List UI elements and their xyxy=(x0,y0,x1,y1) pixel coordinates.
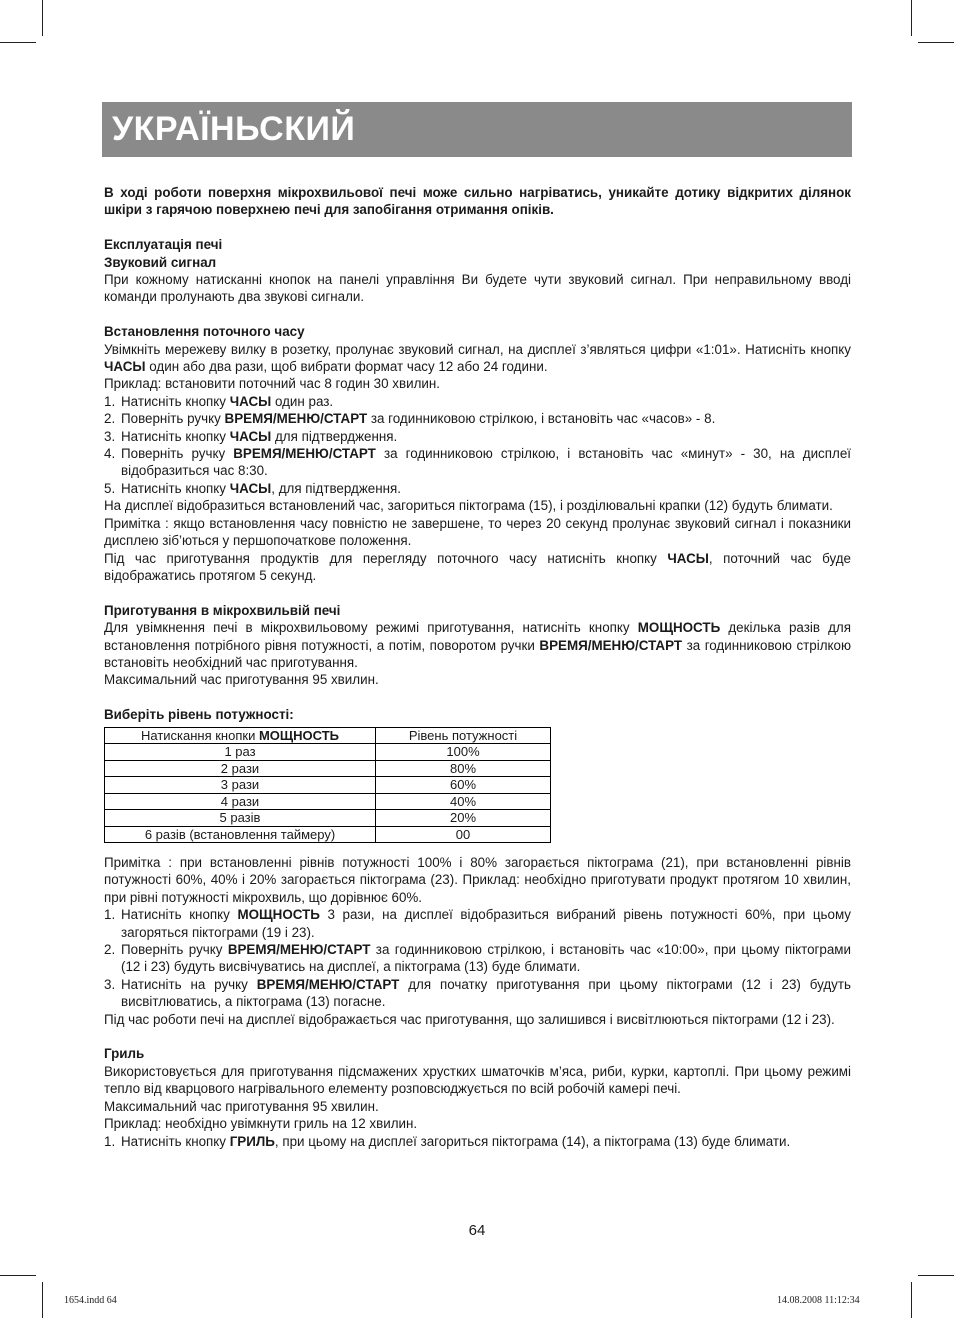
section-heading-clock: Встановлення поточного часу xyxy=(104,324,305,340)
page-title: УКРАЇНЬСКИЙ xyxy=(112,110,356,148)
list-item: 5. Натисніть кнопку ЧАСЫ, для підтвердження. xyxy=(104,480,401,496)
list-item: 3. Натисніть кнопку ЧАСЫ для підтвердження. xyxy=(104,428,398,444)
crop-mark xyxy=(0,42,36,43)
clock-note: Примітка : якщо встановлення часу повністю не завершене, то через 20 секунд пролунає звуковий сигнал і показники дисплею зіб’ються у першопочаткове положення. xyxy=(104,515,851,549)
table-row xyxy=(105,810,551,827)
grill-text: Використовується для приготування підсмажених хрустких шматочків м’яса, риби, курки, картоплі. При цьому режимі тепло від кварцового нагрівального елементу розповсюджується по всій робочій камері печі. xyxy=(104,1063,851,1097)
crop-mark xyxy=(42,0,43,36)
safety-warning: В ході роботи поверхня мікрохвильової печі може сильно нагріватись, уникайте дотику відкритих ділянок шкіри з гарячою поверхнею печі для запобігання отримання опіків. xyxy=(104,185,851,218)
table-cell: 60% xyxy=(376,777,551,794)
table-row xyxy=(105,826,551,843)
section-heading-microwave: Приготування в мікрохвильвій печі xyxy=(104,602,341,618)
list-item: 1. Натисніть кнопку ЧАСЫ один раз. xyxy=(104,393,334,409)
table-cell: 20% xyxy=(376,810,551,827)
table-row xyxy=(105,760,551,777)
clock-example: Приклад: встановити поточний час 8 годин 30 хвилин. xyxy=(104,376,440,392)
subheading-sound: Звуковий сигнал xyxy=(104,254,217,270)
clock-after: На дисплеї відобразиться встановлений час, загориться піктограма (15), і розділювальні крапки (12) будуть блимати. xyxy=(104,498,833,514)
crop-mark xyxy=(918,42,954,43)
clock-intro: Увімкніть мережеву вилку в розетку, пролунає звуковий сигнал, на дисплеї з’являться цифри «1:01». Натисніть кнопку ЧАСЫ один або два рази, щоб вибрати формат часу 12 або 24 години. xyxy=(104,341,851,375)
table-cell: 2 рази xyxy=(105,760,376,777)
table-cell: 6 разів (встановлення таймеру) xyxy=(105,826,376,843)
crop-mark xyxy=(911,0,912,36)
crop-mark xyxy=(0,1275,36,1276)
table-header-cell: Натискання кнопки МОЩНОСТЬ xyxy=(105,727,376,744)
power-level-table xyxy=(104,727,551,844)
section-heading-power: Виберіть рівень потужності: xyxy=(104,707,294,723)
list-item: 1. Натисніть кнопку МОЩНОСТЬ 3 рази, на дисплеї відобразиться вибраний рівень потужності 60%, при цьому загоряться піктограми (19 і 23). xyxy=(104,907,851,940)
section-heading-grill: Гриль xyxy=(104,1046,145,1062)
language-header xyxy=(102,102,852,157)
list-item: 3. Натисніть на ручку ВРЕМЯ/МЕНЮ/СТАРТ для початку приготування при цьому піктограми (12 і 23) будуть висвітлюватись, а піктограма (13) погасне. xyxy=(104,976,851,1010)
power-note: Примітка : при встановленні рівнів потужності 100% і 80% загорається піктограма (21), при встановленні рівнів потужності 60%, 40% і 20% загорається піктограма (23). Приклад: необхідно приготувати продукт протягом 10 хвилин, при рівні потужності мікрохвиль, що дорівнює 60%. xyxy=(104,855,851,905)
table-header-row xyxy=(105,727,551,744)
crop-mark xyxy=(42,1282,43,1318)
table-row xyxy=(105,744,551,761)
manual-content xyxy=(104,184,851,1150)
print-slug-datetime: 14.08.2008 11:12:34 xyxy=(777,1295,860,1306)
print-slug-file: 1654.indd 64 xyxy=(64,1295,117,1306)
table-cell: 5 разів xyxy=(105,810,376,827)
table-cell: 40% xyxy=(376,793,551,810)
grill-example: Приклад: необхідно увімкнути гриль на 12 хвилин. xyxy=(104,1116,418,1132)
table-row xyxy=(105,777,551,794)
table-cell: 80% xyxy=(376,760,551,777)
table-header-cell: Рівень потужності xyxy=(376,727,551,744)
section-heading-operation: Експлуатація печі xyxy=(104,237,223,253)
list-item: 1. Натисніть кнопку ГРИЛЬ, при цьому на дисплеї загориться піктограма (14), а піктограма (13) буде блимати. xyxy=(104,1133,791,1149)
table-cell: 4 рази xyxy=(105,793,376,810)
microwave-text: Для увімкнення печі в мікрохвильовому режимі приготування, натисніть кнопку МОЩНОСТЬ декілька разів для встановлення потрібного рівня потужності, а потім, поворотом ручки ВРЕМЯ/МЕНЮ/СТАРТ за годинниковою стрілкою встановіть необхідний час приготування. xyxy=(104,620,852,670)
grill-max-time: Максимальний час приготування 95 хвилин. xyxy=(104,1098,379,1114)
table-cell: 00 xyxy=(376,826,551,843)
list-item: 2. Поверніть ручку ВРЕМЯ/МЕНЮ/СТАРТ за годинниковою стрілкою, і встановіть час «часов» - 8. xyxy=(104,411,716,427)
crop-mark xyxy=(911,1282,912,1318)
page-number: 64 xyxy=(468,1222,486,1239)
list-item: 2. Поверніть ручку ВРЕМЯ/МЕНЮ/СТАРТ за годинниковою стрілкою, і встановіть час «10:00», при цьому піктограми (12 і 23) будуть висвічуватись на дисплеї, а піктограма (13) буде блимати. xyxy=(104,942,851,975)
power-after: Під час роботи печі на дисплеї відображається час приготування, що залишився і висвітлюються піктограми (12 і 23). xyxy=(104,1011,835,1027)
crop-mark xyxy=(918,1275,954,1276)
table-cell: 100% xyxy=(376,744,551,761)
table-cell: 1 раз xyxy=(105,744,376,761)
table-row xyxy=(105,793,551,810)
microwave-max-time: Максимальний час приготування 95 хвилин. xyxy=(104,672,379,688)
clock-view: Під час приготування продуктів для перегляду поточного часу натисніть кнопку ЧАСЫ, поточний час буде відображатись протягом 5 секунд. xyxy=(104,550,851,583)
list-item: 4. Поверніть ручку ВРЕМЯ/МЕНЮ/СТАРТ за годинниковою стрілкою, і встановіть час «минут» - 30, на дисплеї відобразиться час 8:30. xyxy=(104,446,851,479)
sound-text: При кожному натисканні кнопок на панелі управління Ви будете чути звуковий сигнал. При неправильному вводі команди пролунають два звукові сигнали. xyxy=(104,272,851,305)
table-cell: 3 рази xyxy=(105,777,376,794)
